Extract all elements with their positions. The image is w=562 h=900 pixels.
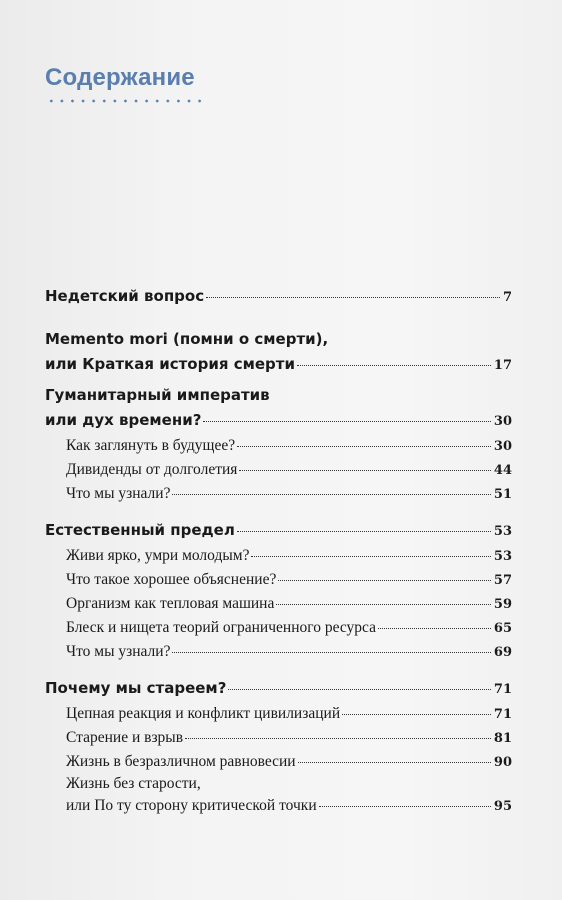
toc-chapter[interactable] — [45, 679, 512, 704]
toc-section[interactable] — [66, 729, 512, 751]
toc-entry-title: Как заглянуть в будущее? — [66, 437, 236, 454]
toc-page-number: 90 — [493, 755, 512, 770]
dot-leader — [298, 762, 491, 763]
toc-section[interactable] — [66, 775, 512, 819]
toc-line — [66, 461, 512, 483]
toc-page-number: 30 — [493, 439, 512, 454]
toc-entry-title: Жизнь без старости, — [66, 775, 201, 792]
dot-leader — [172, 494, 490, 495]
toc-line — [66, 643, 512, 665]
toc-entry-title: или Краткая история смерти — [45, 355, 295, 373]
toc-line — [66, 705, 512, 727]
dot-leader — [172, 652, 490, 653]
toc-chapter[interactable] — [45, 521, 512, 546]
toc-page-number: 53 — [493, 549, 512, 564]
toc-page-number: 57 — [493, 573, 512, 588]
dot-leader — [239, 470, 490, 471]
toc-entry-title: Что такое хорошее объяснение? — [66, 571, 277, 588]
toc-section[interactable] — [66, 753, 512, 775]
toc-page-number: 7 — [502, 290, 512, 305]
page-title: Содержание — [45, 64, 195, 91]
dot-leader — [378, 628, 491, 629]
toc-page-number: 95 — [493, 799, 512, 814]
toc-section[interactable] — [66, 547, 512, 569]
dot-leader — [319, 806, 491, 807]
dot-leader — [203, 421, 490, 422]
toc-page-number: 17 — [493, 358, 512, 373]
toc-entry-title: Почему мы стареем? — [45, 679, 227, 697]
toc-line — [66, 547, 512, 569]
toc-chapter[interactable] — [45, 287, 512, 312]
title-dotted-underline — [46, 99, 208, 103]
toc-section[interactable] — [66, 643, 512, 665]
dot-leader — [237, 446, 491, 447]
toc-line — [66, 595, 512, 617]
toc-entry-title: Организм как тепловая машина — [66, 595, 275, 612]
toc-page-number: 69 — [493, 645, 512, 660]
toc-line — [45, 679, 512, 704]
toc-entry-title: Недетский вопрос — [45, 287, 205, 305]
toc-section[interactable] — [66, 619, 512, 641]
toc-entry-title: Естественный предел — [45, 521, 235, 539]
toc-section[interactable] — [66, 485, 512, 507]
toc-entry-title: или По ту сторону критической точки — [66, 797, 317, 814]
toc-page-number: 53 — [493, 524, 512, 539]
dot-leader — [342, 714, 491, 715]
toc-entry-title: Цепная реакция и конфликт цивилизаций — [66, 705, 341, 722]
toc-page-number: 81 — [493, 731, 512, 746]
dot-leader — [206, 297, 500, 298]
toc-section[interactable] — [66, 705, 512, 727]
toc-line — [66, 797, 512, 819]
toc-page-number: 44 — [493, 463, 512, 478]
toc-entry-title: Живи ярко, умри молодым? — [66, 547, 250, 564]
toc-section[interactable] — [66, 595, 512, 617]
dot-leader — [276, 604, 491, 605]
toc-line — [66, 437, 512, 459]
toc-line — [45, 386, 512, 411]
toc-entry-title: Жизнь в безразличном равновесии — [66, 753, 296, 770]
toc-line — [45, 411, 512, 436]
toc-entry-title: Memento mori (помни о смерти), — [45, 330, 329, 348]
toc-entry-title: Блеск и нищета теорий ограниченного ресурса — [66, 619, 376, 636]
toc-entry-title: Дивиденды от долголетия — [66, 461, 238, 478]
toc-page-number: 71 — [493, 707, 512, 722]
toc-line — [66, 619, 512, 641]
dot-leader — [297, 365, 491, 366]
toc-line — [45, 330, 512, 355]
toc-line — [45, 521, 512, 546]
toc-entry-title: Что мы узнали? — [66, 485, 171, 502]
toc-chapter[interactable] — [45, 330, 512, 380]
toc-entry-title: Что мы узнали? — [66, 643, 171, 660]
toc-line — [45, 287, 512, 312]
toc-line — [45, 355, 512, 380]
dot-leader — [251, 556, 490, 557]
dot-leader — [185, 738, 491, 739]
toc-line — [66, 485, 512, 507]
toc-page-number: 65 — [493, 621, 512, 636]
toc-entry-title: или дух времени? — [45, 411, 202, 429]
toc-chapter[interactable] — [45, 386, 512, 436]
dot-leader — [228, 689, 491, 690]
toc-page-number: 51 — [493, 487, 512, 502]
toc-entry-title: Старение и взрыв — [66, 729, 184, 746]
toc-page-number: 71 — [493, 682, 512, 697]
toc-line — [66, 775, 512, 797]
toc-page-number: 59 — [493, 597, 512, 612]
toc-page-number: 30 — [493, 414, 512, 429]
toc-line — [66, 571, 512, 593]
toc-section[interactable] — [66, 461, 512, 483]
toc-entry-title: Гуманитарный императив — [45, 386, 270, 404]
dot-leader — [237, 531, 491, 532]
dot-leader — [278, 580, 491, 581]
toc-section[interactable] — [66, 571, 512, 593]
toc-line — [66, 729, 512, 751]
toc-line — [66, 753, 512, 775]
toc-section[interactable] — [66, 437, 512, 459]
